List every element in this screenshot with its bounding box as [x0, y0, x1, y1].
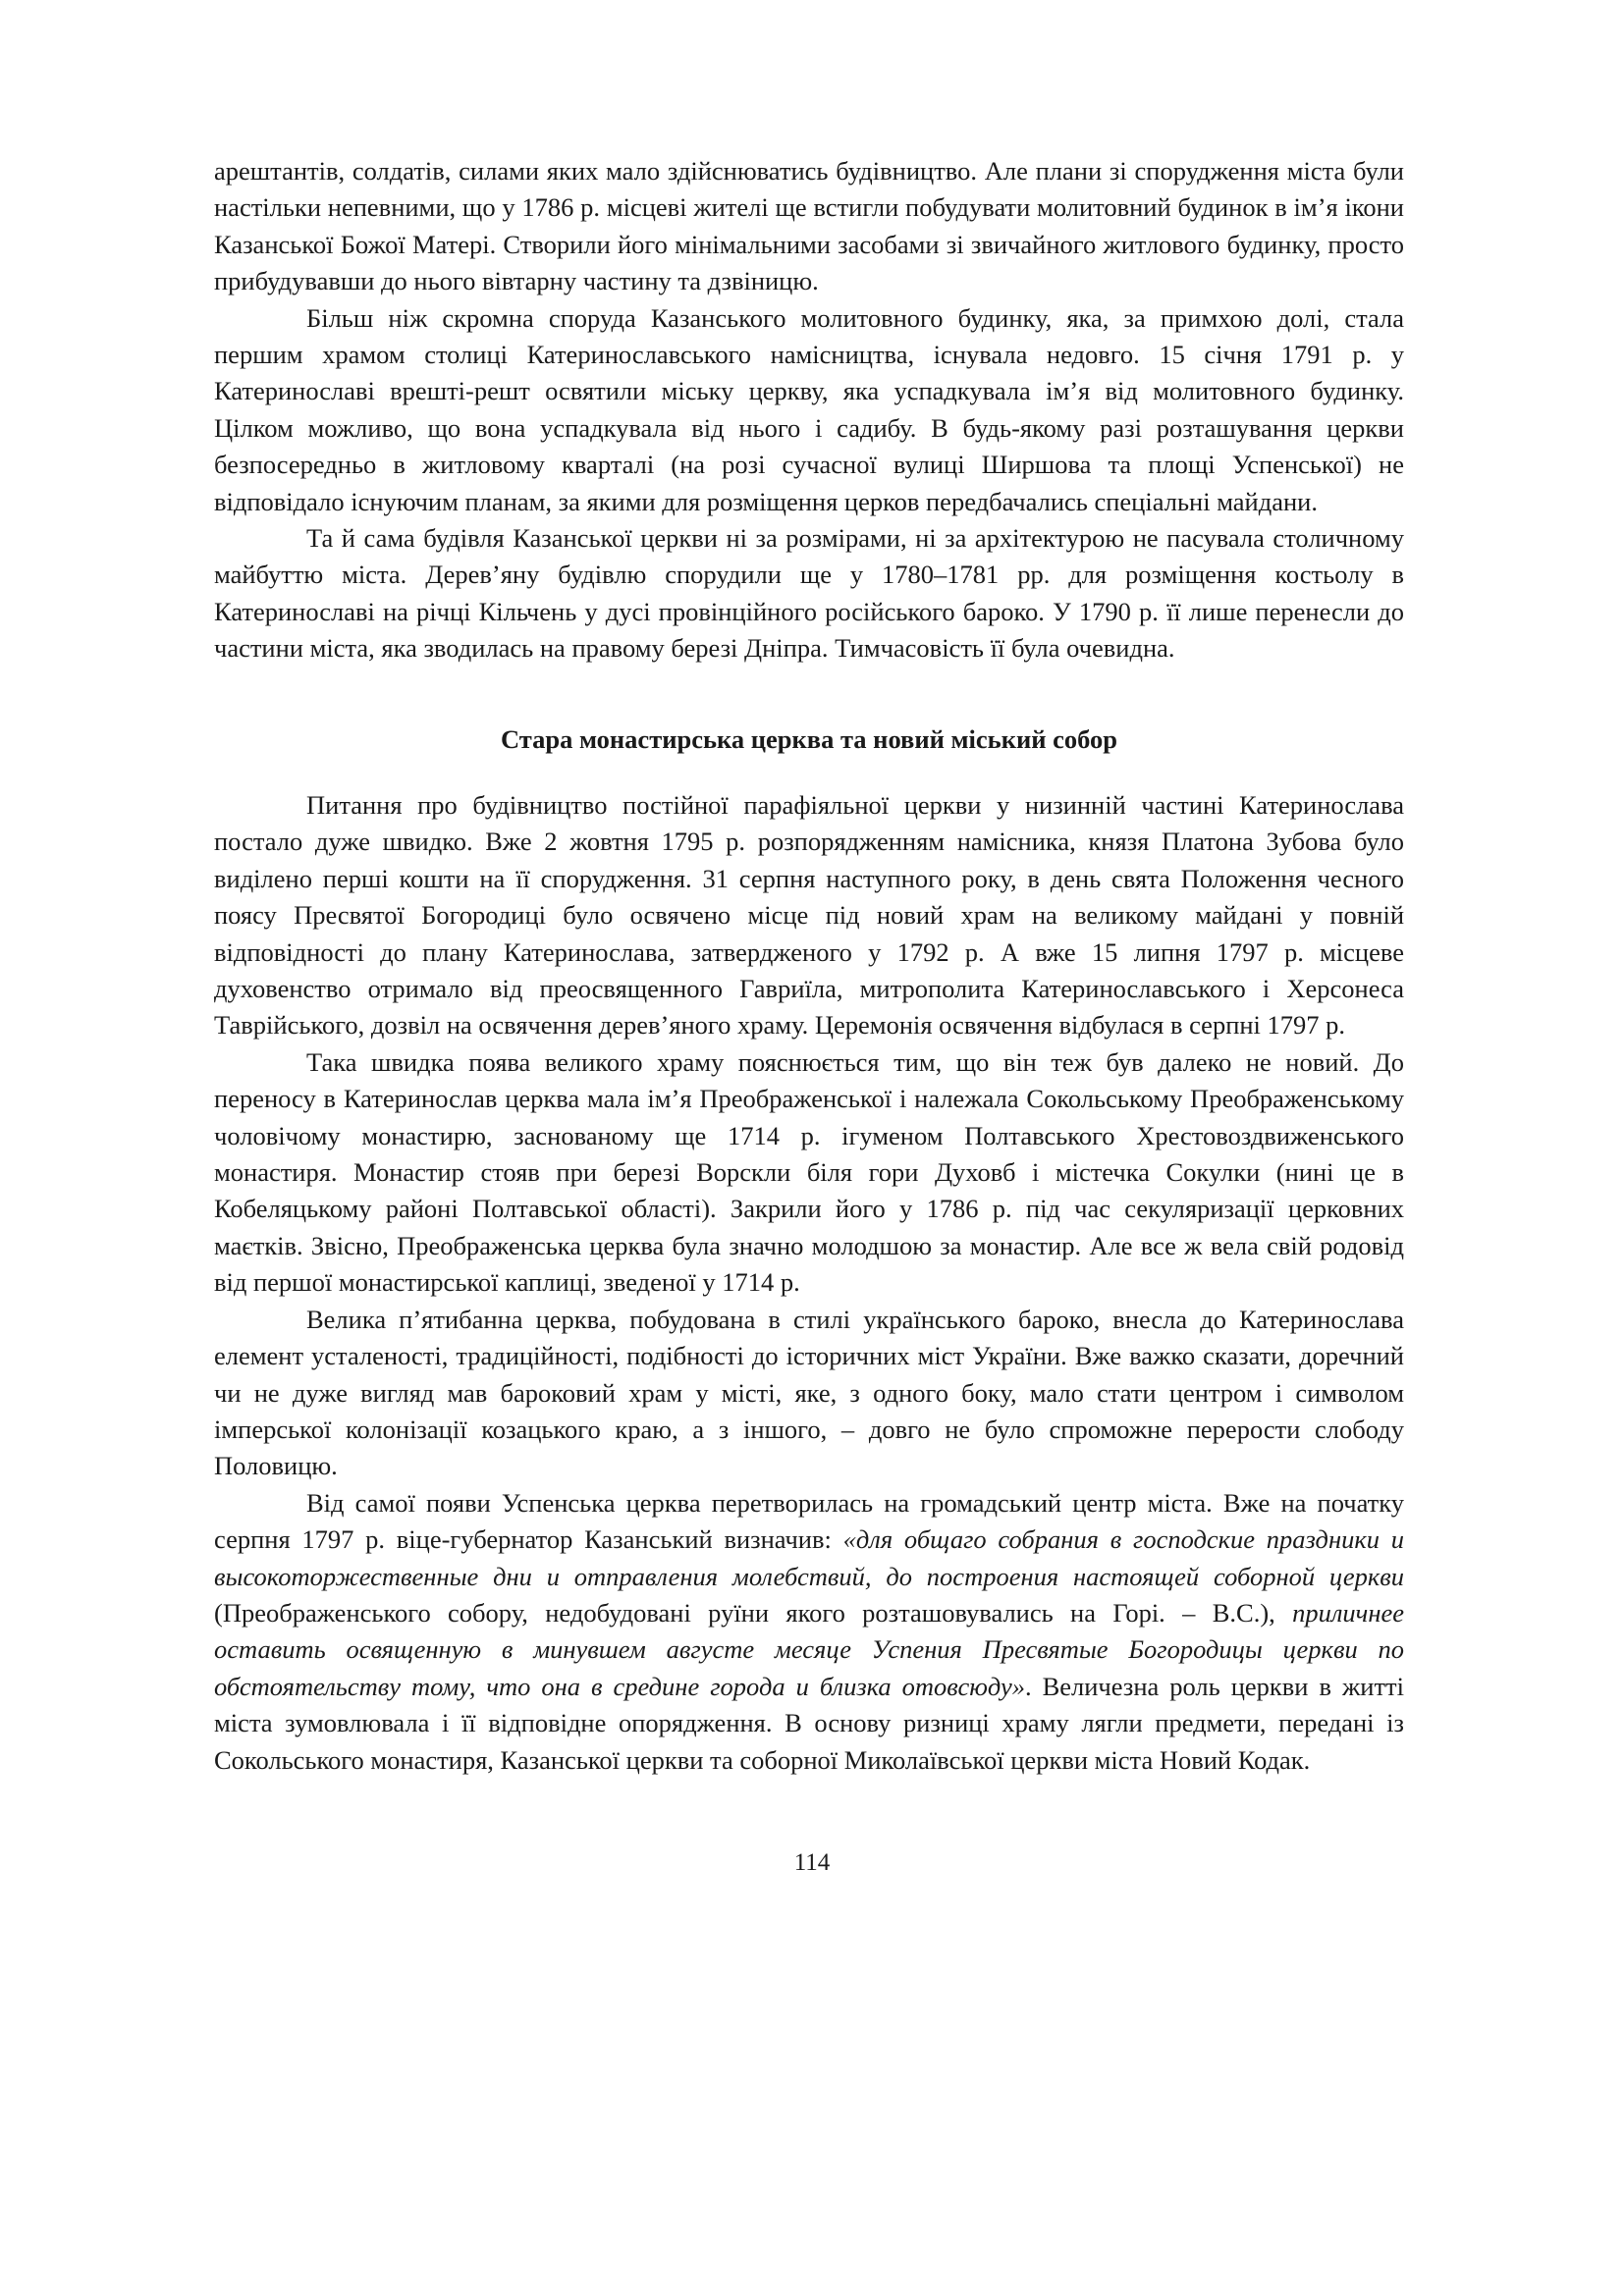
paragraph-continuation: арештантів, солдатів, силами яких мало здійснюватись будівництво. Але плани зі спорудження міста були настільки непевними, що у 1786 р. місцеві жителі ще встигли побудувати молитовний будинок в ім’я ікони Казанської Божої Матері. Створили його мінімальними засобами зі звичайного житлового будинку, просто прибудувавши до нього вівтарну частину та дзвіницю.: [214, 156, 1404, 296]
civic-outro-text: . Величезна роль церкви в житті міста зумовлювала і її відповідне опорядження. В основу ризниці храму лягли предмети, передані із Сокольського монастиря, Казанської церкви та соборної Миколаївської церкви міста Новий Кодак.: [214, 1671, 1405, 1775]
author-aside: (Преображенського собору, недобудовані руїни якого розташовувались на Горі. – В.С.),: [214, 1597, 1293, 1628]
body-text-bottom: [214, 787, 1404, 1779]
paragraph-monastery-origin: Така швидка поява великого храму пояснюється тим, що він теж був далеко не новий. До переносу в Катеринослав церква мала ім’я Преображенської і належала Сокольському Преображенському чоловічому монастирю, заснованому ще 1714 р. ігуменом Полтавського Хрестовоздвиженського монастиря. Монастир стояв при березі Ворскли біля гори Духовб і містечка Сокулки (нині це в Кобеляцькому районі Полтавської області). Закрили його у 1786 р. під час секуляризації церковних маєтків. Звісно, Преображенська церква була значно молодшою за монастир. Але все ж вела свій родовід від першої монастирської каплиці, зведеної у 1714 р.: [214, 1046, 1404, 1298]
paragraph-baroque-church: Велика п’ятибанна церква, побудована в стилі українського бароко, внесла до Катеринослава елемент усталеності, традиційності, подібності до історичних міст України. Вже важко сказати, доречний чи не дуже вигляд мав бароковий храм у місті, яке, з одного боку, мало стати центром і символом імперської колонізації козацького краю, а з іншого, – довго не було спроможне перерости слободу Половицю.: [214, 1304, 1404, 1481]
body-text-top: [214, 153, 1404, 667]
page-number: 114: [793, 1849, 831, 1876]
section-heading: Стара монастирська церква та новий міський собор: [500, 724, 1118, 754]
paragraph-kazan-house: Більш ніж скромна споруда Казанського молитовного будинку, яка, за примхою долі, стала першим храмом столиці Катеринославського намісництва, існувала недовго. 15 січня 1791 р. у Катеринославі врешті-решт освятили міську церкву, яка успадкувала ім’я від молитовного будинку. Цілком можливо, що вона успадкувала від нього і садибу. В будь-якому разі розташування церкви безпосередньо в житловому кварталі (на розі сучасної вулиці Ширшова та площі Успенської) не відповідало існуючим планам, за якими для розміщення церков передбачались спеціальні майдани.: [214, 302, 1404, 516]
quote-part-one: «для общаго собрания в господские праздники и высокоторжественные дни и отправления молебствий, до построения настоящей соборной церкви: [214, 1524, 1405, 1591]
paragraph-kazan-building: Та й сама будівля Казанської церкви ні за розмірами, ні за архітектурою не пасувала столичному майбуттю міста. Дерев’яну будівлю спорудили ще у 1780–1781 рр. для розміщення костьолу в Катеринославі на річці Кільчень у дусі провінційного російського бароко. У 1790 р. її лише перенесли до частини міста, яка зводилась на правому березі Дніпра. Тимчасовість її була очевидна.: [214, 523, 1404, 664]
civic-intro-text: Від самої появи Успенська церква перетворилась на громадський центр міста. Вже на початку серпня 1797 р. віце-губернатор Казанський визначив:: [214, 1487, 1404, 1555]
paragraph-parish-church: Питання про будівництво постійної парафіяльної церкви у низинній частині Катеринослава постало дуже швидко. Вже 2 жовтня 1795 р. розпорядженням намісника, князя Платона Зубова було виділено перші кошти на її спорудження. 31 серпня наступного року, в день свята Положення чесного поясу Пресвятої Богородиці було освячено місце під новий храм на великому майдані у повній відповідності до плану Катеринослава, затвердженого у 1792 р. А вже 15 липня 1797 р. місцеве духовенство отримало від преосвященного Гавриїла, митрополита Катеринославського і Херсонеса Таврійського, дозвіл на освячення дерев’яного храму. Церемонія освячення відбулася в серпні 1797 р.: [214, 790, 1404, 1041]
paragraph-civic-center: [214, 1485, 1404, 1779]
quote-part-two: приличнее оставить освященную в минувшем августе месяце Успения Пресвятые Богородицы церкви по обстоятельству тому, что она в средине города и близка отовсюду»: [214, 1597, 1404, 1701]
